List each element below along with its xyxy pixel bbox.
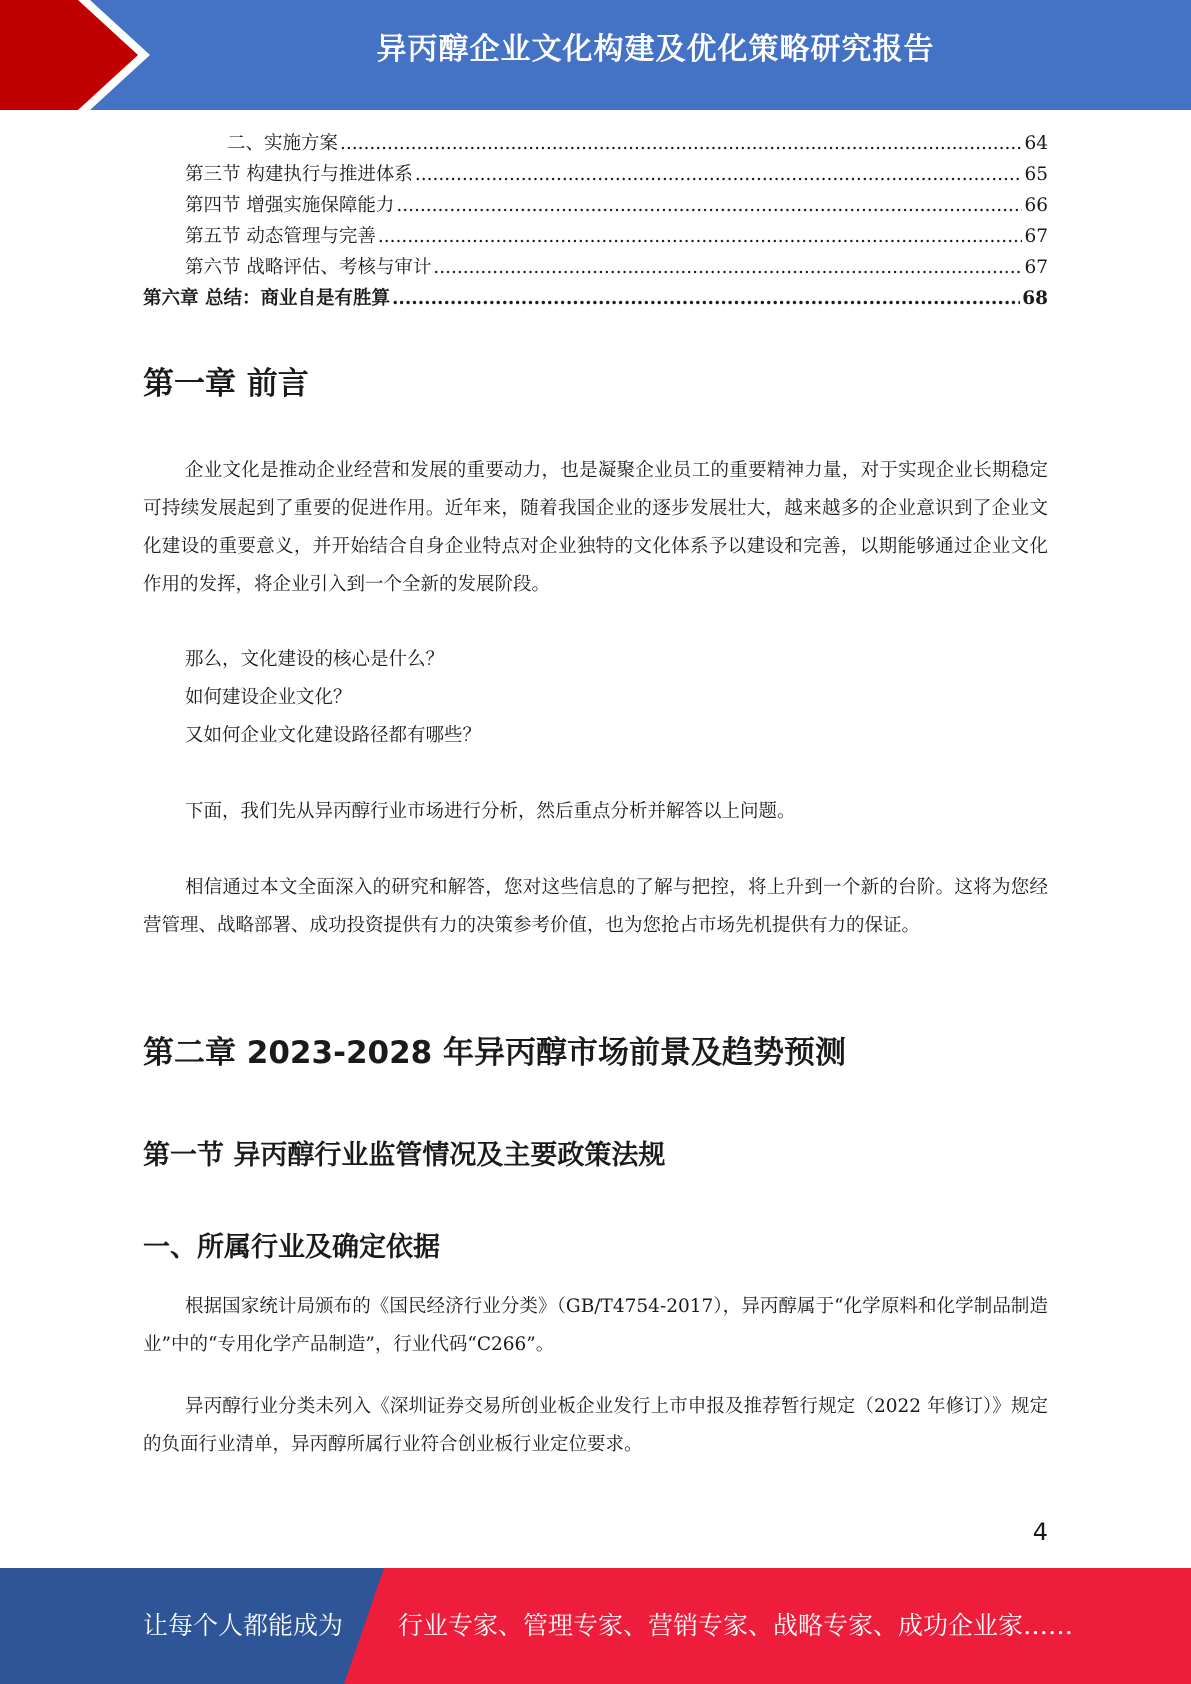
section-heading: 第一节 异丙醇行业监管情况及主要政策法规	[143, 1140, 666, 1171]
chapter-2-heading: 第二章 2023-2028 年异丙醇市场前景及趋势预测	[143, 1035, 847, 1071]
toc-entry[interactable]	[143, 159, 1048, 190]
report-title: 异丙醇企业文化构建及优化策略研究报告	[376, 32, 935, 67]
table-of-contents	[143, 128, 1048, 314]
toc-entry[interactable]	[143, 252, 1048, 283]
chapter-1-heading: 第一章 前言	[143, 366, 309, 402]
chapter-2-paragraph: 异丙醇行业分类未列入《深圳证券交易所创业板企业发行上市申报及推荐暂行规定（2022 年修订）》规定的负面行业清单，异丙醇所属行业符合创业板行业定位要求。	[143, 1396, 1048, 1455]
toc-leader-dots	[392, 283, 1020, 314]
toc-leader-dots	[378, 221, 1023, 252]
chapter-1-paragraph: 企业文化是推动企业经营和发展的重要动力，也是凝聚企业员工的重要精神力量，对于实现企业长期稳定可持续发展起到了重要的促进作用。近年来，随着我国企业的逐步发展壮大，越来越多的企业意识到了企业文化建设的重要意义，并开始结合自身企业特点对企业独特的文化体系予以建设和完善，以期能够通过企业文化作用的发挥，将企业引入到一个全新的发展阶段。	[143, 460, 1048, 595]
subsection-heading: 一、所属行业及确定依据	[143, 1232, 440, 1263]
question-line: 那么，文化建设的核心是什么？	[185, 649, 445, 670]
chapter-2-paragraph: 根据国家统计局颁布的《国民经济行业分类》（GB/T4754-2017），异丙醇属于“化学原料和化学制品制造业”中的“专用化学产品制造”，行业代码“C266”。	[143, 1296, 1048, 1355]
toc-leader-dots	[396, 190, 1022, 221]
toc-entry[interactable]	[143, 221, 1048, 252]
toc-entry-page: 65	[1024, 164, 1048, 185]
toc-entry[interactable]	[143, 283, 1048, 314]
question-line: 如何建设企业文化？	[185, 687, 352, 708]
toc-entry-page: 64	[1024, 133, 1048, 154]
chapter-1-paragraph: 相信通过本文全面深入的研究和解答，您对这些信息的了解与把控，将上升到一个新的台阶。这将为您经营管理、战略部署、成功投资提供有力的决策参考价值，也为您抢占市场先机提供有力的保证。	[143, 877, 1048, 936]
toc-leader-dots	[433, 252, 1022, 283]
toc-entry-label: 第四节 增强实施保障能力	[185, 195, 395, 216]
footer-slogan-left: 让每个人都能成为	[143, 1611, 344, 1640]
toc-entry-page: 67	[1024, 226, 1048, 247]
page-number: 4	[1032, 1518, 1048, 1546]
toc-entry-page: 68	[1022, 288, 1048, 309]
toc-entry[interactable]	[143, 190, 1048, 221]
toc-entry-label: 第五节 动态管理与完善	[185, 226, 376, 247]
toc-entry-page: 66	[1024, 195, 1048, 216]
toc-leader-dots	[415, 159, 1023, 190]
toc-entry-label: 二、实施方案	[227, 133, 339, 154]
toc-entry[interactable]	[143, 128, 1048, 159]
toc-entry-label: 第六节 战略评估、考核与审计	[185, 257, 432, 278]
page-header	[0, 0, 1191, 110]
toc-entry-label: 第六章 总结：商业自是有胜算	[143, 288, 390, 309]
toc-entry-label: 第三节 构建执行与推进体系	[185, 164, 413, 185]
toc-leader-dots	[340, 128, 1022, 159]
page-footer	[0, 1568, 1191, 1684]
chapter-1-paragraph: 下面，我们先从异丙醇行业市场进行分析，然后重点分析并解答以上问题。	[185, 801, 796, 822]
footer-slogan-right: 行业专家、管理专家、营销专家、战略专家、成功企业家……	[398, 1611, 1074, 1640]
toc-entry-page: 67	[1024, 257, 1048, 278]
question-line: 又如何企业文化建设路径都有哪些？	[185, 725, 482, 746]
